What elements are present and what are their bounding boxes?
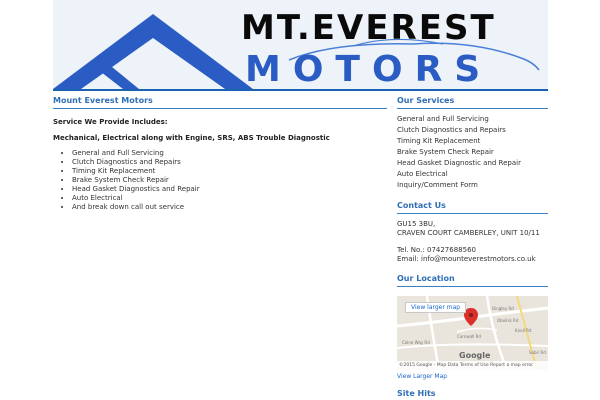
contact-heading: Contact Us — [397, 201, 548, 214]
view-larger-map-link[interactable]: View Larger Map — [397, 373, 448, 380]
banner-divider — [53, 89, 548, 91]
map-road-label: Sobir Rd — [529, 350, 546, 355]
email-address: Email: info@mounteverestmotors.co.uk — [397, 255, 536, 263]
services-intro: Service We Provide Includes: — [53, 118, 168, 126]
map-road-label: Knoll Rd — [515, 328, 532, 333]
phone-number: Tel. No.: 07427688560 — [397, 246, 476, 254]
brand-title: MT.EVEREST — [241, 8, 496, 48]
location-heading: Our Location — [397, 274, 548, 287]
address-line-2: CRAVEN COURT CAMBERLEY, UNIT 10/11 — [397, 229, 540, 237]
address-line-1: GU15 3BU, — [397, 220, 436, 228]
list-item: • Clutch Diagnostics and Repairs — [72, 158, 387, 167]
map-road-label: Obelisk Rd — [497, 318, 519, 323]
sidebar-link-auto-electrical[interactable]: Auto Electrical — [397, 170, 448, 178]
header-banner — [53, 0, 548, 89]
main-content — [53, 96, 387, 212]
list-item: • And break down call out service — [72, 203, 387, 212]
list-item: • Head Gasket Diagnostics and Repair — [72, 185, 387, 194]
sidebar-services-list — [397, 114, 548, 191]
services-description: Mechanical, Electrical along with Engine, SRS, ABS Trouble Diagnostic — [53, 134, 330, 142]
list-item: • General and Full Servicing — [72, 149, 387, 158]
location-map[interactable] — [397, 296, 548, 370]
map-attribution[interactable]: ©2015 Google - Map Data Terms of Use Report a map error — [397, 361, 548, 370]
view-larger-map-button[interactable]: View larger map — [405, 302, 466, 313]
sidebar-link-clutch[interactable]: Clutch Diagnostics and Repairs — [397, 126, 506, 134]
our-services-heading: Our Services — [397, 96, 548, 109]
sidebar-link-brake[interactable]: Brake System Check Repair — [397, 148, 494, 156]
sidebar-link-inquiry-form[interactable]: Inquiry/Comment Form — [397, 181, 478, 189]
list-item: • Auto Electrical — [72, 194, 387, 203]
sidebar-link-general-servicing[interactable]: General and Full Servicing — [397, 115, 489, 123]
sidebar — [397, 96, 548, 400]
google-logo: Google — [459, 351, 491, 360]
site-hits-heading: Site Hits — [397, 389, 548, 400]
page-title: Mount Everest Motors — [53, 96, 387, 109]
map-road-label: Dingley Rd — [492, 306, 514, 311]
brand-subtitle: MOTORS — [245, 49, 493, 89]
map-road-label: Cornwall Rd — [457, 334, 481, 339]
map-road-label: Colne Way Rd — [402, 340, 430, 345]
sidebar-link-head-gasket[interactable]: Head Gasket Diagnostic and Repair — [397, 159, 521, 167]
sidebar-link-timing-kit[interactable]: Timing Kit Replacement — [397, 137, 481, 145]
list-item: • Brake System Check Repair — [72, 176, 387, 185]
contact-info — [397, 220, 548, 264]
services-list — [53, 149, 387, 212]
list-item: • Timing Kit Replacement — [72, 167, 387, 176]
